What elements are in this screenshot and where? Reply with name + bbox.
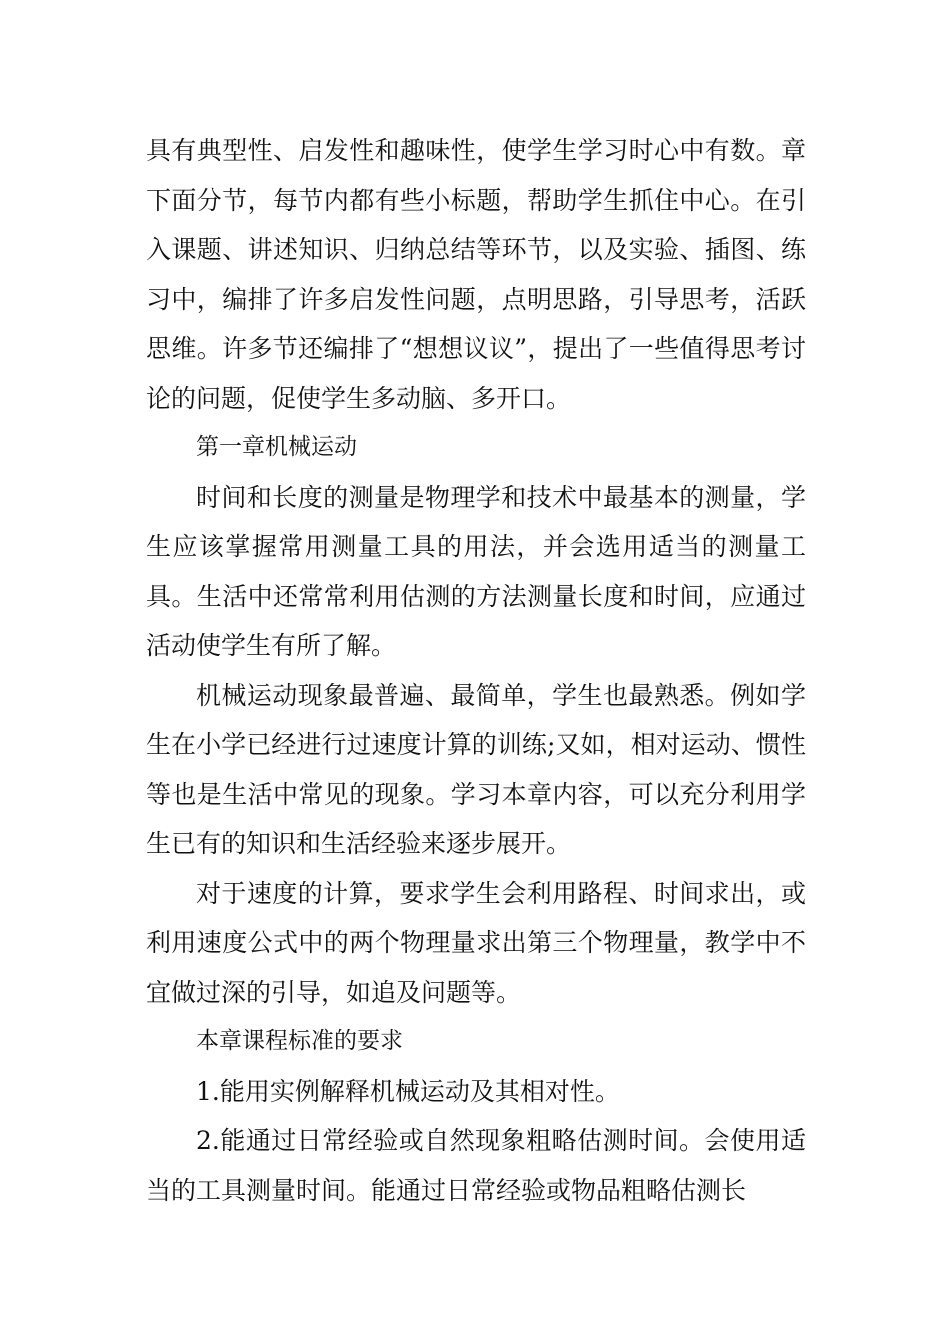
section-heading-standards: 本章课程标准的要求 [196, 1028, 403, 1054]
paragraph-measurement: 时间和长度的测量是物理学和技术中最基本的测量，学生应该掌握常用测量工具的用法，并会选用适当的测量工具。生活中还常常利用估测的方法测量长度和时间，应通过活动使学生有所了解。 [146, 482, 806, 660]
list-item-1: 1.能用实例解释机械运动及其相对性。 [196, 1076, 620, 1106]
document-page [146, 126, 806, 1215]
paragraph-speed-calculation: 对于速度的计算，要求学生会利用路程、时间求出，或利用速度公式中的两个物理量求出第三个物理量，教学中不宜做过深的引导，如追及问题等。 [146, 878, 806, 1007]
paragraph-mechanical-motion: 机械运动现象最普遍、最简单，学生也最熟悉。例如学生在小学已经进行过速度计算的训练;又如，相对运动、惯性等也是生活中常见的现象。学习本章内容，可以充分利用学生已有的知识和生活经验来逐步展开。 [146, 680, 806, 858]
chapter-heading: 第一章机械运动 [196, 434, 357, 460]
list-item-2: 2.能通过日常经验或自然现象粗略估测时间。会使用适当的工具测量时间。能通过日常经验或物品粗略估测长 [146, 1126, 806, 1205]
paragraph-continuation: 具有典型性、启发性和趣味性，使学生学习时心中有数。章下面分节，每节内都有些小标题，帮助学生抓住中心。在引入课题、讲述知识、归纳总结等环节，以及实验、插图、练习中，编排了许多启发性问题，点明思路，引导思考，活跃思维。许多节还编排了“想想议议”，提出了一些值得思考讨论的问题，促使学生多动脑、多开口。 [146, 136, 806, 413]
